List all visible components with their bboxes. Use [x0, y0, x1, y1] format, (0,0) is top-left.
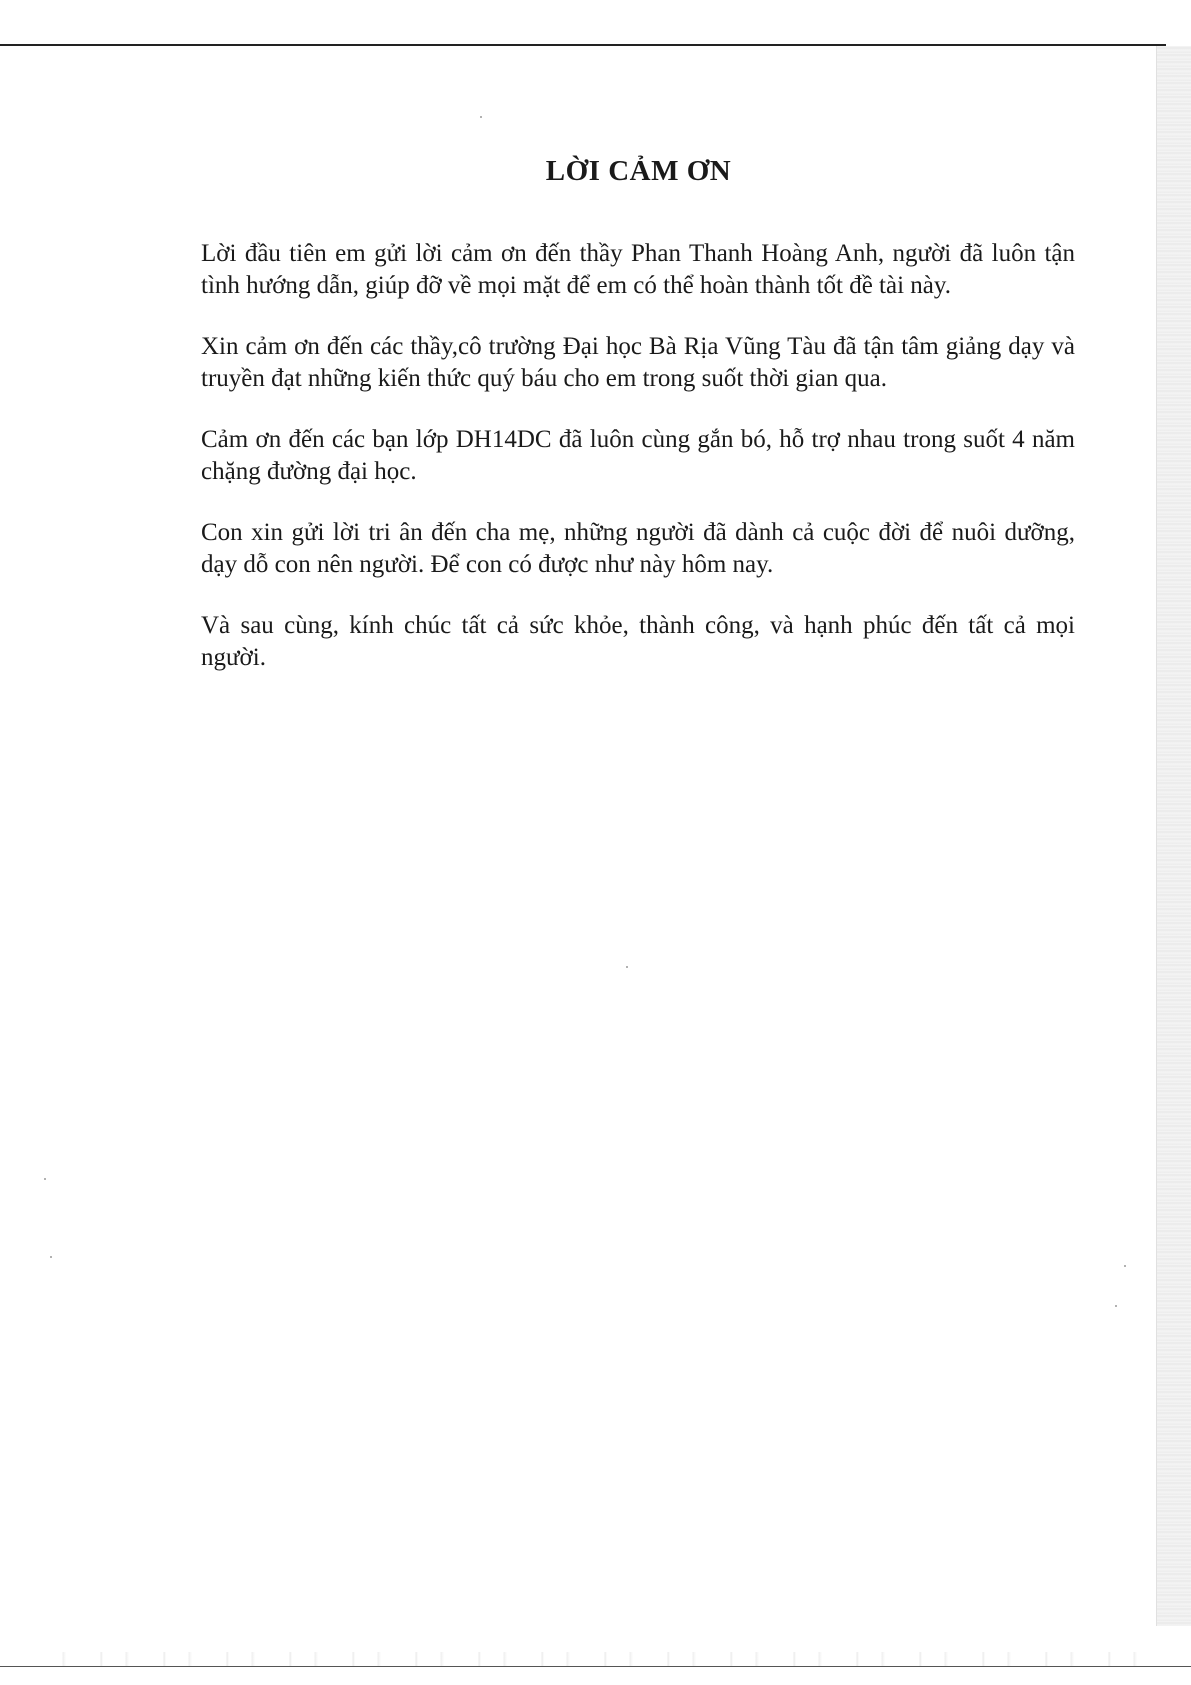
paragraph-thanks-advisor: Lời đầu tiên em gửi lời cảm ơn đến thầy Phan Thanh Hoàng Anh, người đã luôn tận tình hướng dẫn, giúp đỡ về mọi mặt để em có thể hoàn thành tốt đề tài này. — [201, 240, 1075, 299]
scan-speck — [480, 116, 482, 118]
right-scan-edge — [1156, 46, 1191, 1626]
scan-speck — [1115, 1305, 1117, 1307]
paragraph-thanks-parents: Con xin gửi lời tri ân đến cha mẹ, những người đã dành cả cuộc đời để nuôi dưỡng, dạy dỗ con nên người. Để con có được như này hôm nay. — [201, 519, 1075, 578]
scan-speck — [1124, 1265, 1126, 1267]
paragraph-thanks-classmates: Cảm ơn đến các bạn lớp DH14DC đã luôn cùng gắn bó, hỗ trợ nhau trong suốt 4 năm chặng đường đại học. — [201, 426, 1075, 485]
paragraph-closing-wishes: Và sau cùng, kính chúc tất cả sức khỏe, thành công, và hạnh phúc đến tất cả mọi người. — [201, 612, 1075, 671]
acknowledgement-body — [201, 238, 1075, 703]
scan-speck — [50, 1256, 52, 1258]
bottom-scan-noise — [40, 1652, 1150, 1666]
scan-speck — [626, 966, 628, 968]
bottom-scan-rule — [0, 1666, 1191, 1667]
page-title: LỜI CẢM ƠN — [545, 155, 732, 187]
paragraph-thanks-teachers: Xin cảm ơn đến các thầy,cô trường Đại học Bà Rịa Vũng Tàu đã tận tâm giảng dạy và truyền đạt những kiến thức quý báu cho em trong suốt thời gian qua. — [201, 333, 1075, 392]
scan-speck — [44, 1178, 46, 1180]
top-scan-rule — [0, 44, 1166, 46]
